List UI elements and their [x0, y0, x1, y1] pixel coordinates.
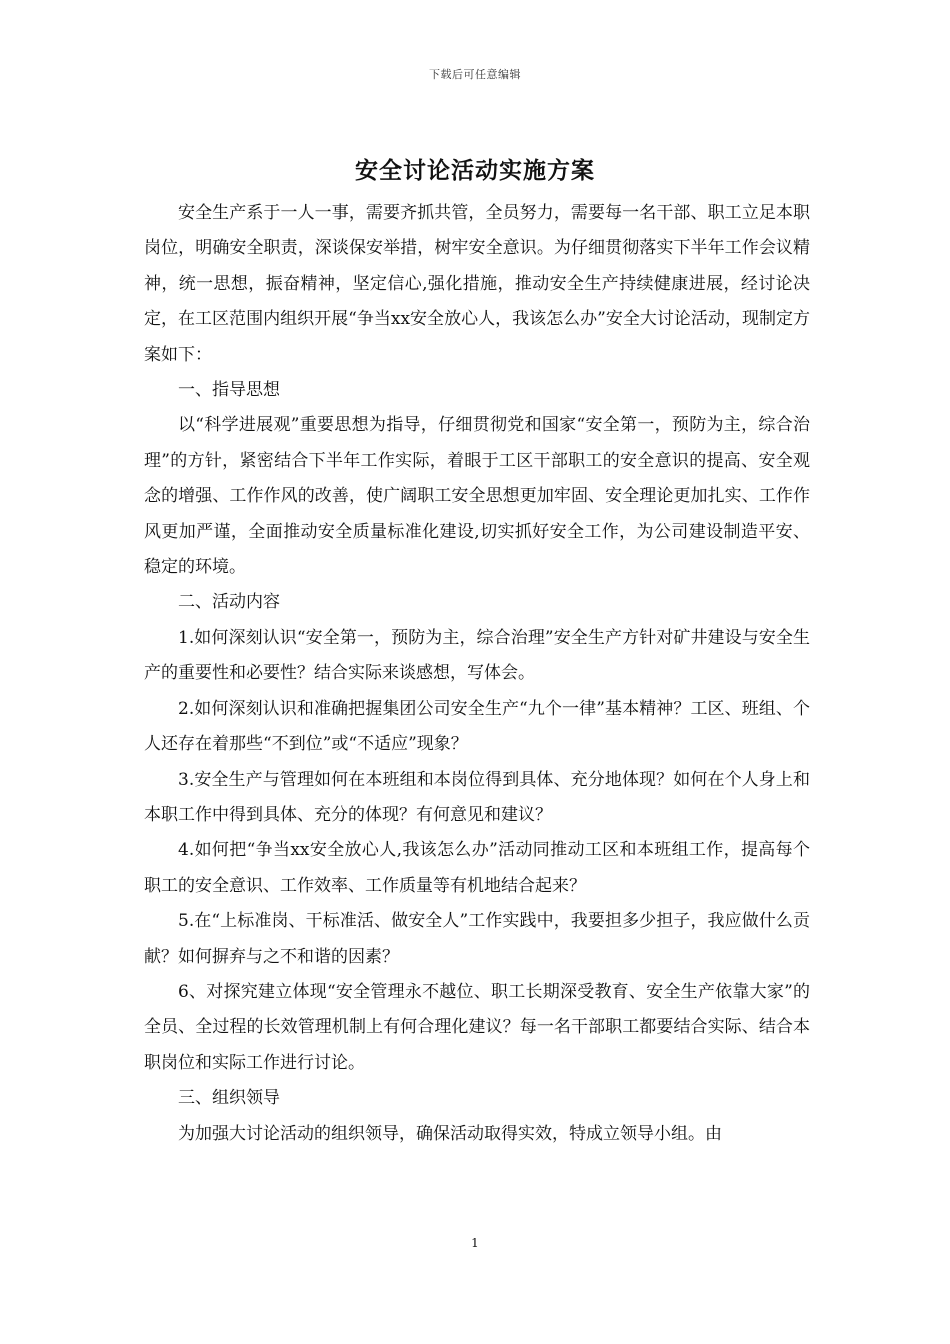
activity-item-4: 4.如何把“争当xx安全放心人,我该怎么办”活动同推动工区和本班组工作，提高每个职工的安全意识、工作效率、工作质量等有机地结合起来？: [144, 840, 810, 896]
guiding-thought-paragraph: 以“科学进展观”重要思想为指导，仔细贯彻党和国家“安全第一，预防为主，综合治理”的方针，紧密结合下半年工作实际，着眼于工区干部职工的安全意识的提高、安全观念的增强、工作作风的改善，使广阔职工安全思想更加牢固、安全理论更加扎实、工作作风更加严谨，全面推动安全质量标准化建设,切实抓好安全工作，为公司建设制造平安、稳定的环境。: [144, 415, 810, 578]
activity-item-3: 3.安全生产与管理如何在本班组和本岗位得到具体、充分地体现？如何在个人身上和本职工作中得到具体、充分的体现？有何意见和建议？: [144, 769, 810, 825]
page-number: 1: [471, 1236, 479, 1250]
section-heading-organization: 三、组织领导: [178, 1088, 280, 1109]
section-heading-activity-content: 二、活动内容: [178, 592, 280, 613]
section-heading-guiding-thought: 一、指导思想: [178, 380, 280, 401]
activity-item-1: 1.如何深刻认识“安全第一，预防为主，综合治理”安全生产方针对矿井建设与安全生产的重要性和必要性？结合实际来谈感想，写体会。: [144, 627, 810, 684]
page-header: 下载后可任意编辑: [429, 68, 521, 81]
activity-item-6: 6、对探究建立体现“安全管理永不越位、职工长期深受教育、安全生产依靠大家”的全员、全过程的长效管理机制上有何合理化建议？每一名干部职工都要结合实际、结合本职岗位和实际工作进行讨论。: [144, 981, 810, 1073]
activity-item-5: 5.在“上标准岗、干标准活、做安全人”工作实践中，我要担多少担子，我应做什么贡献？如何摒弃与之不和谐的因素？: [144, 911, 810, 967]
organization-paragraph: 为加强大讨论活动的组织领导，确保活动取得实效，特成立领导小组。由: [178, 1123, 722, 1144]
document-body: [144, 196, 810, 1152]
intro-paragraph: 安全生产系于一人一事，需要齐抓共管，全员努力，需要每一名干部、职工立足本职岗位，明确安全职责，深谈保安举措，树牢安全意识。为仔细贯彻落实下半年工作会议精神，统一思想，振奋精神，坚定信心,强化措施，推动安全生产持续健康进展，经讨论决定，在工区范围内组织开展“争当xx安全放心人，我该怎么办”安全大讨论活动，现制定方案如下：: [144, 203, 810, 365]
activity-item-2: 2.如何深刻认识和准确把握集团公司安全生产“九个一律”基本精神？工区、班组、个人还存在着那些“不到位”或“不适应”现象？: [144, 698, 810, 755]
document-title: 安全讨论活动实施方案: [355, 157, 595, 184]
